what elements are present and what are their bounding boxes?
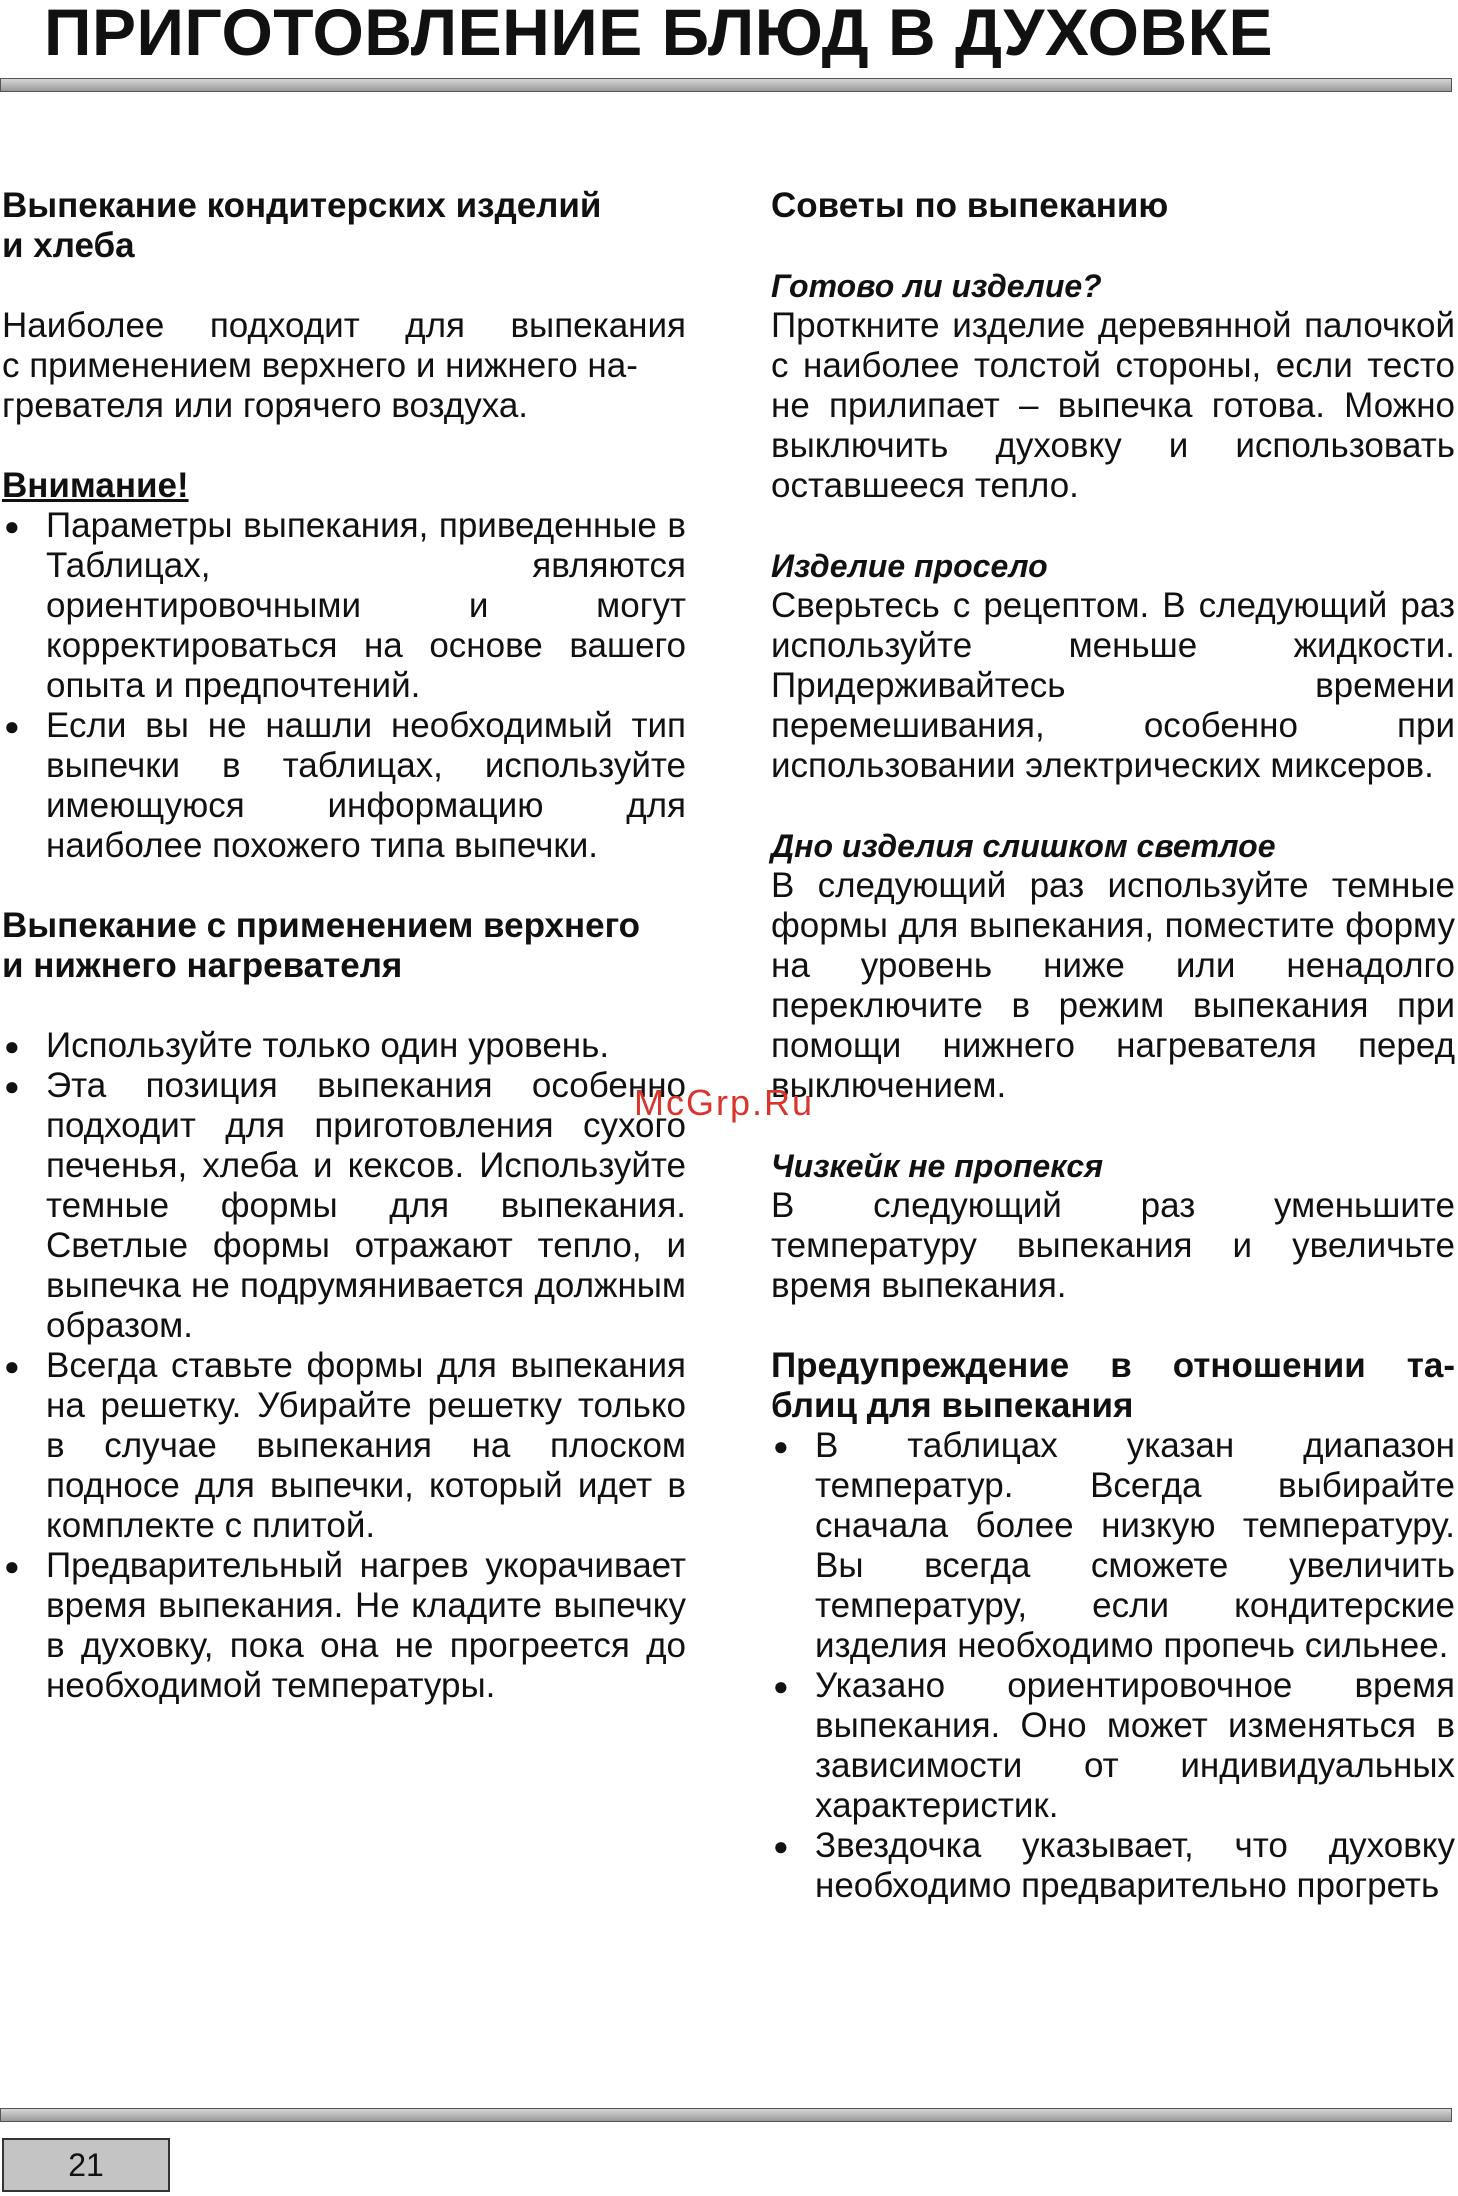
list-item — [2, 706, 686, 866]
topbottom-item-text: Всегда ставьте формы для выпекания на решетку. Убирайте решетку только в случае выпекания на плоском подносе для выпечки, который идет в комплекте с плитой. — [46, 1346, 686, 1545]
bullet-icon: ● — [4, 1351, 20, 1381]
tip-text: В следующий раз уменьшите температуру выпекания и увеличьте время выпекания. — [771, 1186, 1455, 1305]
footer-rule — [0, 2108, 1452, 2122]
attention-item-text: Если вы не нашли необходимый тип выпечки в таблицах, используйте имеющуюся информацию для наиболее похожего типа выпечки. — [46, 706, 686, 865]
topbottom-list — [2, 1026, 686, 1706]
topbottom-item-text: Предварительный нагрев укорачивает время выпекания. Не кладите выпечку в духовку, пока она не прогреется до необходимой температуры. — [46, 1546, 686, 1705]
bullet-icon: ● — [4, 1551, 20, 1581]
topbottom-item-text: Эта позиция выпекания особенно подходит для приготовления сухого печенья, хлеба и кексов. Используйте темные формы для выпекания. Светлые формы отражают тепло, и выпечка не подрумянивается должным образом. — [46, 1066, 686, 1345]
list-item — [2, 1546, 686, 1706]
intro-line-2: с применением верхнего и нижнего на- — [2, 346, 638, 385]
tip-text: Проткните изделие деревянной палочкой с наиболее толстой стороны, если тесто не прилипает – выпечка готова. Можно выключить духовку и использовать оставшееся тепло. — [771, 306, 1455, 505]
warning-item-text: Звездочка указывает, что духовку необходимо предварительно прогреть — [815, 1826, 1455, 1905]
list-item — [2, 1346, 686, 1546]
list-item — [2, 506, 686, 706]
left-column — [2, 186, 686, 1706]
list-item — [771, 1826, 1455, 1906]
bullet-icon: ● — [4, 1071, 20, 1101]
attention-heading: Внимание! — [2, 466, 189, 505]
bullet-icon: ● — [4, 1031, 20, 1061]
topbottom-heading-line-2: и нижнего нагревателя — [2, 946, 403, 985]
tip-title: Чизкейк не пропекся — [771, 1148, 1104, 1184]
list-item — [2, 1026, 686, 1066]
attention-list — [2, 506, 686, 866]
page-number: 21 — [2, 2138, 170, 2192]
warning-item-text: В таблицах указан диапазон температур. Всегда выбирайте сначала более низкую температуру. Вы всегда сможете увеличить температуру, если кондитерские изделия необходимо пропечь сильнее. — [815, 1426, 1455, 1665]
baking-heading-line-2: и хлеба — [2, 226, 135, 265]
bullet-icon: ● — [773, 1431, 789, 1461]
list-item — [2, 1066, 686, 1346]
attention-item-text: Параметры выпекания, приведенные в Таблицах, являются ориентировочными и могут корректироваться на основе вашего опыта и предпочтений. — [46, 506, 686, 705]
bullet-icon: ● — [773, 1671, 789, 1701]
bullet-icon: ● — [773, 1831, 789, 1861]
tip-title: Изделие просело — [771, 548, 1048, 584]
tip-title: Дно изделия слишком светлое — [771, 828, 1276, 864]
tips-heading: Советы по выпеканию — [771, 186, 1169, 225]
tip-text: В следующий раз используйте темные формы для выпекания, поместите форму на уровень ниже или ненадолго переключите в режим выпекания при помощи нижнего нагревателя перед выключением. — [771, 866, 1455, 1105]
right-column — [771, 186, 1455, 1906]
tip-text: Сверьтесь с рецептом. В следующий раз используйте меньше жидкости. Придерживайтесь времени перемешивания, особенно при использовании электрических миксеров. — [771, 586, 1455, 785]
list-item — [771, 1666, 1455, 1826]
bullet-icon: ● — [4, 511, 20, 541]
bullet-icon: ● — [4, 711, 20, 741]
warning-item-text: Указано ориентировочное время выпекания. Оно может изменяться в зависимости от индивидуальных характеристик. — [815, 1666, 1455, 1825]
watermark-text: McGrp.Ru — [634, 1082, 815, 1123]
tip-title: Готово ли изделие? — [771, 268, 1102, 304]
intro-line-3: гревателя или горячего воздуха. — [2, 386, 529, 425]
warning-heading-line-1: Предупреждение в отношении та- — [771, 1346, 1455, 1385]
page-title: ПРИГОТОВЛЕНИЕ БЛЮД В ДУХОВКЕ — [44, 0, 1273, 69]
warning-heading-line-2: блиц для выпекания — [771, 1386, 1134, 1425]
list-item — [771, 1426, 1455, 1666]
intro-line-1: Наиболее подходит для выпекания — [2, 306, 686, 345]
header-rule — [0, 78, 1452, 92]
baking-heading-line-1: Выпекание кондитерских изделий — [2, 186, 602, 225]
topbottom-heading-line-1: Выпекание с применением верхнего — [2, 906, 641, 945]
topbottom-item-text: Используйте только один уровень. — [46, 1026, 610, 1065]
warning-list — [771, 1426, 1455, 1906]
